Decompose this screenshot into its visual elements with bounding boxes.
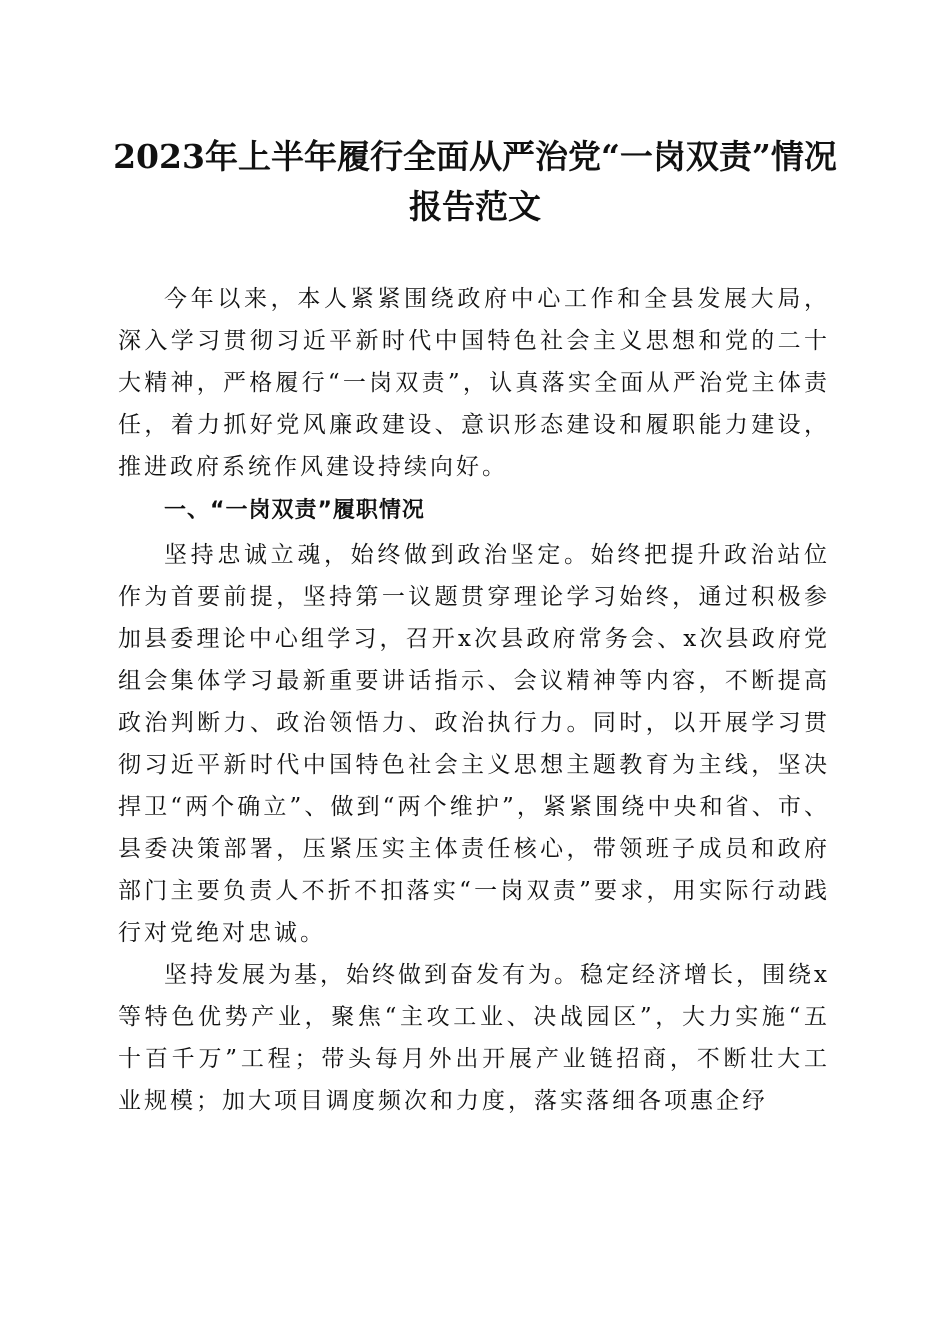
paragraph-political: 坚持忠诚立魂，始终做到政治坚定。始终把提升政治站位作为首要前提，坚持第一议题贯穿理论学习始终，通过积极参加县委理论中心组学习，召开x次县政府常务会、x次县政府党组会集体学习最新重要讲话指示、会议精神等内容，不断提高政治判断力、政治领悟力、政治执行力。同时，以开展学习贯彻习近平新时代中国特色社会主义思想主题教育为主线，坚决捍卫“两个确立”、做到“两个维护”，紧紧围绕中央和省、市、县委决策部署，压紧压实主体责任核心，带领班子成员和政府部门主要负责人不折不扣落实“一岗双责”要求，用实际行动践行对党绝对忠诚。 [118,542,830,946]
section-heading-1: 一、“一岗双责”履职情况 [164,498,425,523]
document-body [118,278,830,1122]
paragraph-development: 坚持发展为基，始终做到奋发有为。稳定经济增长，围绕x等特色优势产业，聚焦“主攻工业、决战园区”，大力实施“五十百千万”工程；带头每月外出开展产业链招商，不断壮大工业规模；加大项目调度频次和力度，落实落细各项惠企纾 [118,962,830,1114]
intro-paragraph: 今年以来，本人紧紧围绕政府中心工作和全县发展大局，深入学习贯彻习近平新时代中国特色社会主义思想和党的二十大精神，严格履行“一岗双责”，认真落实全面从严治党主体责任，着力抓好党风廉政建设、意识形态建设和履职能力建设，推进政府系统作风建设持续向好。 [118,286,830,480]
document-title: 2023年上半年履行全面从严治党“一岗双责”情况报告范文 [113,137,837,226]
